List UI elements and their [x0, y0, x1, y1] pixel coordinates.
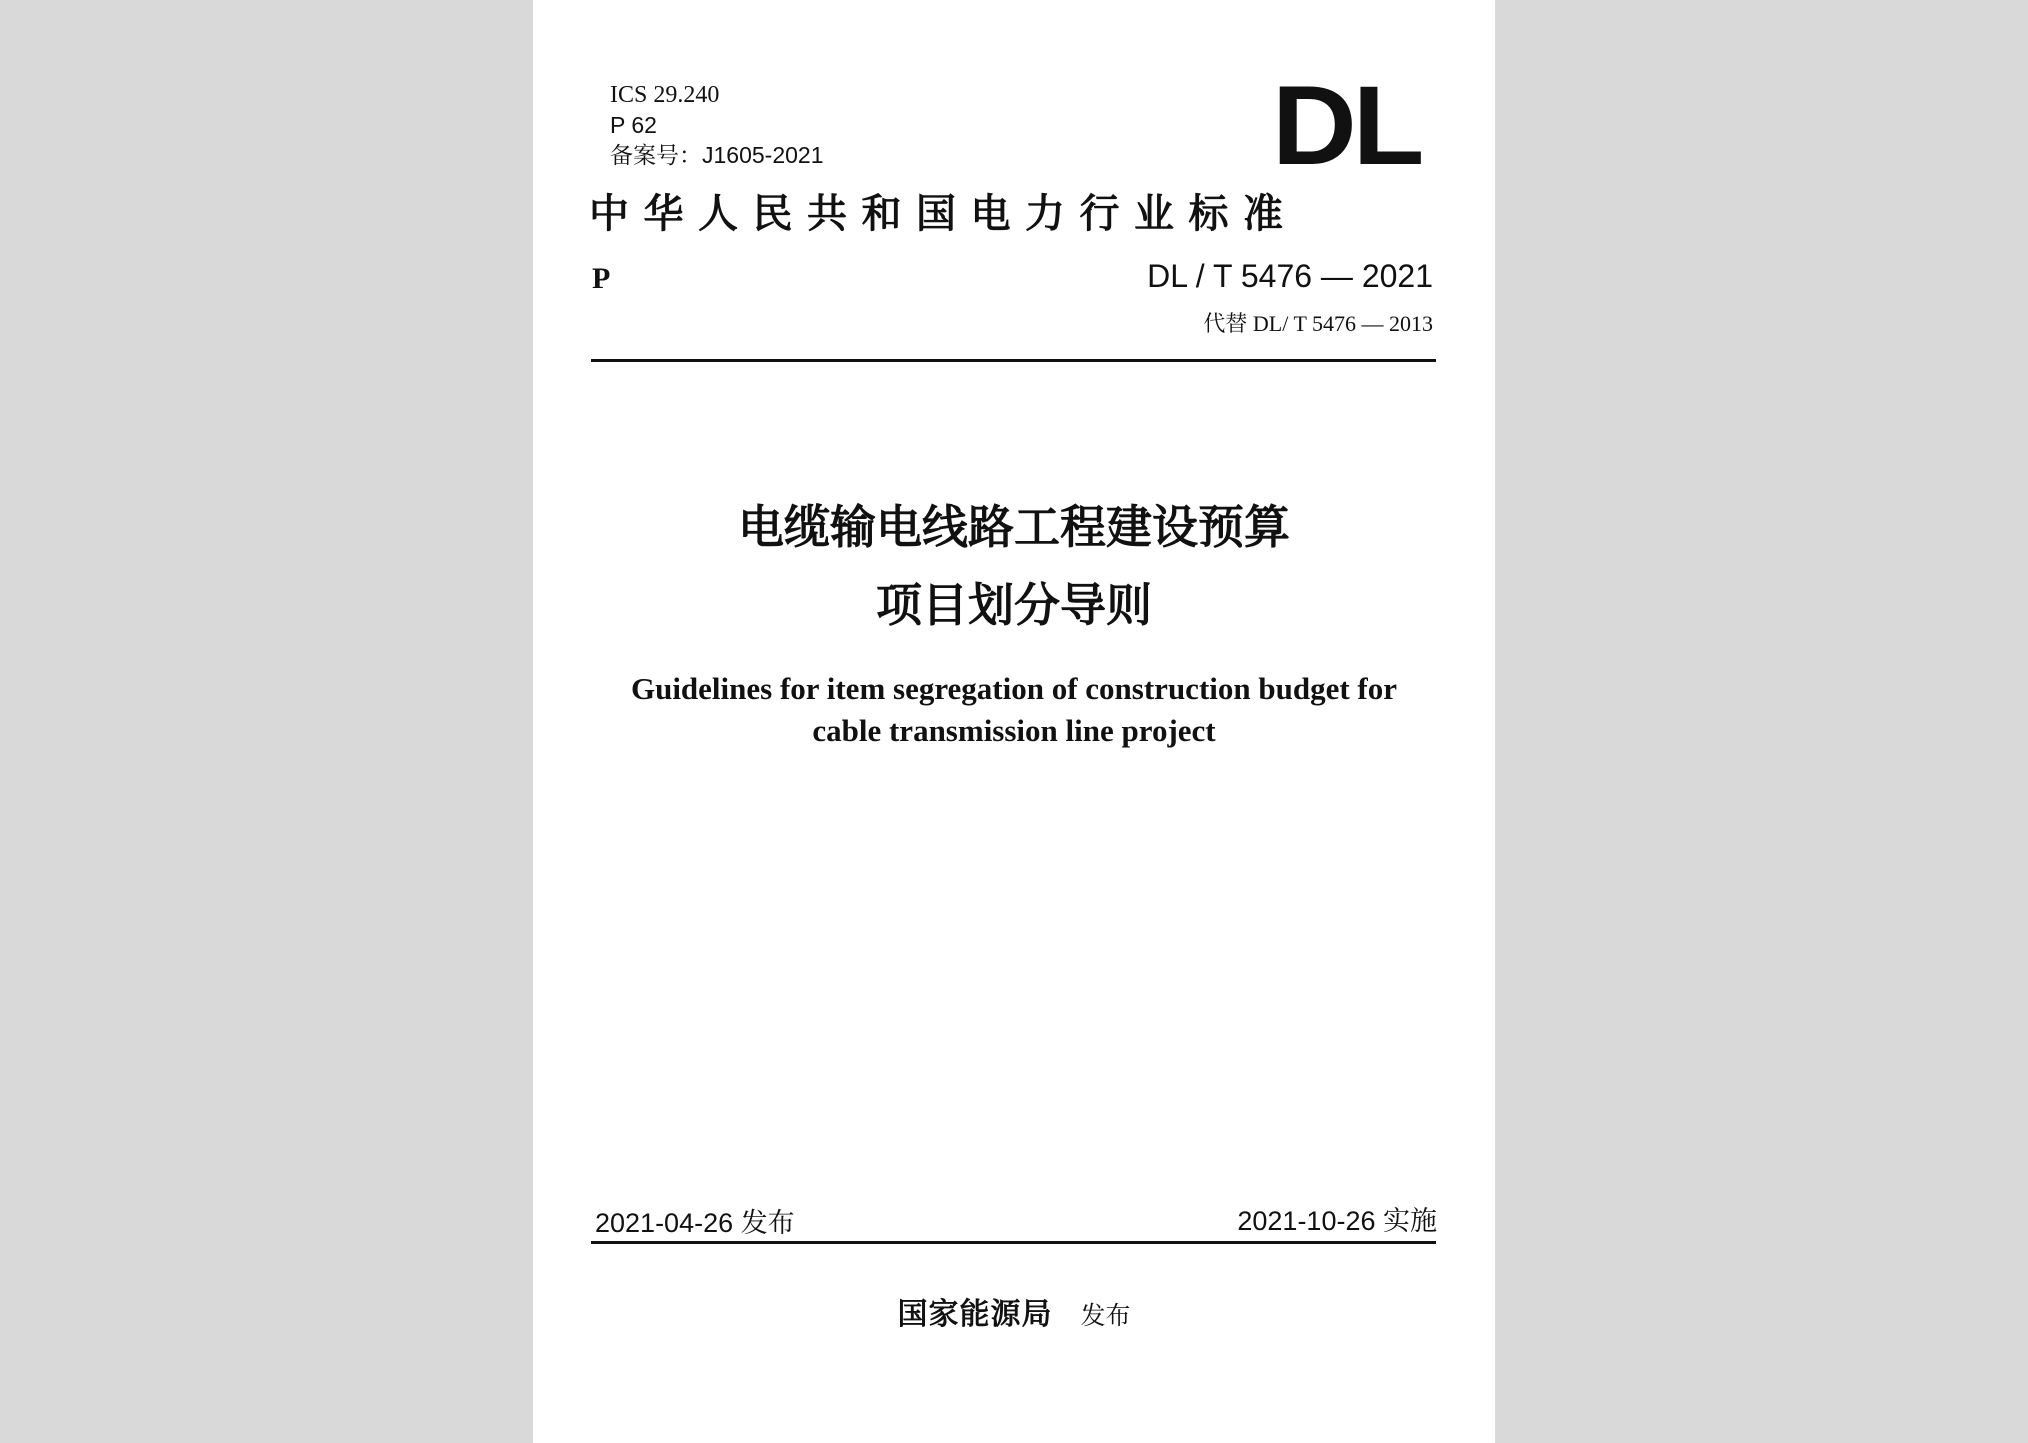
english-title-line-1: Guidelines for item segregation of construction budget for	[630, 671, 1398, 706]
chinese-title-line-1: 电缆输电线路工程建设预算	[738, 500, 1290, 554]
category-letter: P	[592, 262, 611, 295]
publisher-line	[533, 1289, 1495, 1333]
english-title	[533, 668, 1495, 752]
publish-action: 发布	[1080, 1301, 1131, 1330]
footer-divider	[591, 1241, 1436, 1244]
english-title-line-2: cable transmission line project	[812, 713, 1216, 748]
publisher-name: 国家能源局	[897, 1297, 1053, 1332]
filing-number: 备案号：J1605-2021	[610, 142, 824, 168]
implementation-date: 2021-10-26 实施	[1237, 1206, 1437, 1236]
replaces-standard: 代替 DL/ T 5476 — 2013	[1203, 311, 1433, 336]
standard-cover-page	[533, 0, 1495, 1443]
ics-code: ICS 29.240	[610, 82, 720, 108]
standard-type-heading: 中华人民共和国电力行业标准	[589, 190, 1298, 237]
classification-block	[610, 80, 824, 170]
classification-code: P 62	[610, 112, 657, 138]
dl-logo: DL	[1271, 63, 1420, 188]
chinese-title-line-2: 项目划分导则	[876, 578, 1152, 632]
header-divider	[591, 359, 1436, 362]
standard-number: DL / T 5476 — 2021	[1147, 258, 1433, 294]
issue-date: 2021-04-26 发布	[595, 1208, 795, 1238]
chinese-title	[533, 488, 1495, 644]
